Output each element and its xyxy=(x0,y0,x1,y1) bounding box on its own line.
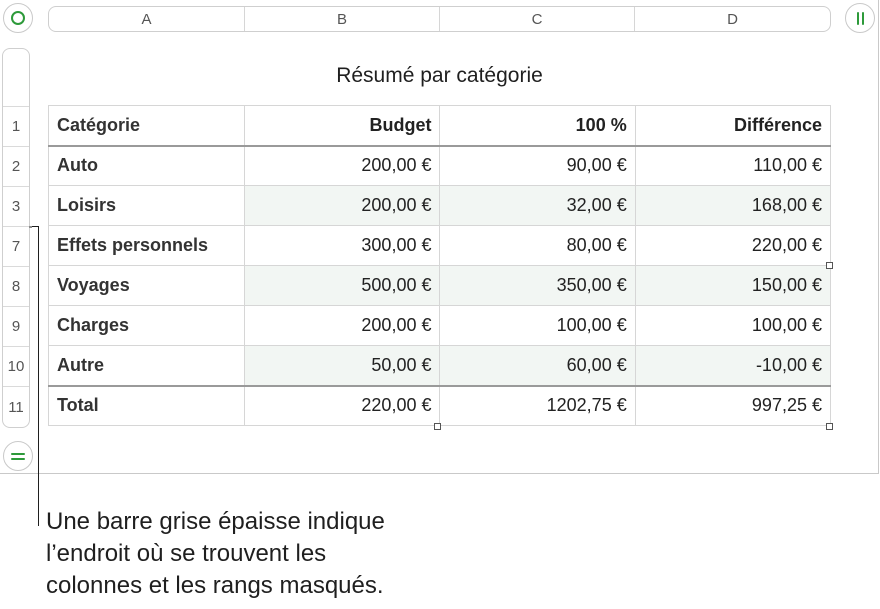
callout-text xyxy=(46,506,506,602)
column-handle-bars-icon xyxy=(857,12,864,25)
table-row xyxy=(49,266,831,306)
table-row xyxy=(49,226,831,266)
table-row xyxy=(49,306,831,346)
row-header-bar xyxy=(2,48,30,428)
footer-row xyxy=(49,386,831,426)
table-cell[interactable]: 32,00 € xyxy=(440,186,635,226)
table-cell[interactable]: 100,00 € xyxy=(440,306,635,346)
row-handle-bars-icon xyxy=(11,453,25,460)
table-cell[interactable]: 300,00 € xyxy=(245,226,440,266)
column-header-b[interactable]: B xyxy=(245,7,440,31)
callout-line-2: l’endroit où se trouvent les xyxy=(46,540,327,567)
table-cell[interactable]: Charges xyxy=(49,306,245,346)
table-cell[interactable]: Effets personnels xyxy=(49,226,245,266)
table-cell[interactable]: 100,00 € xyxy=(635,306,830,346)
resize-handle-right[interactable] xyxy=(826,262,833,269)
row-header-3[interactable]: 3 xyxy=(3,186,29,226)
table-cell[interactable]: 168,00 € xyxy=(635,186,830,226)
table-cell[interactable]: 60,00 € xyxy=(440,346,635,386)
header-cell-difference[interactable]: Différence xyxy=(635,106,830,146)
table-cell[interactable]: 90,00 € xyxy=(440,146,635,186)
header-cell-category[interactable]: Catégorie xyxy=(49,106,245,146)
add-column-handle-button[interactable] xyxy=(845,3,875,33)
header-row xyxy=(49,106,831,146)
table-cell[interactable]: 500,00 € xyxy=(245,266,440,306)
table-cell[interactable]: 200,00 € xyxy=(245,306,440,346)
add-row-handle-button[interactable] xyxy=(3,441,33,471)
table-row xyxy=(49,186,831,226)
table-cell[interactable]: 200,00 € xyxy=(245,146,440,186)
column-header-c[interactable]: C xyxy=(440,7,635,31)
table-cell[interactable]: 50,00 € xyxy=(245,346,440,386)
table-cell[interactable]: 350,00 € xyxy=(440,266,635,306)
row-header-8[interactable]: 8 xyxy=(3,266,29,306)
footer-cell-total-label[interactable]: Total xyxy=(49,386,245,426)
column-header-d[interactable]: D xyxy=(727,10,738,28)
select-all-circle-icon xyxy=(11,11,25,25)
table-cell[interactable]: Loisirs xyxy=(49,186,245,226)
footer-cell-difference-total[interactable]: 997,25 € xyxy=(635,386,830,426)
table-cell[interactable]: 150,00 € xyxy=(635,266,830,306)
row-header-9[interactable]: 9 xyxy=(3,306,29,346)
row-header-2[interactable]: 2 xyxy=(3,146,29,186)
column-header-bar xyxy=(48,6,831,32)
footer-cell-100-percent-total[interactable]: 1202,75 € xyxy=(440,386,635,426)
header-cell-100-percent[interactable]: 100 % xyxy=(440,106,635,146)
header-cell-budget[interactable]: Budget xyxy=(245,106,440,146)
callout-line-3: colonnes et les rangs masqués. xyxy=(46,572,384,599)
row-header-10[interactable]: 10 xyxy=(3,346,29,386)
table-cell[interactable]: 220,00 € xyxy=(635,226,830,266)
table-cell[interactable]: Auto xyxy=(49,146,245,186)
table-cell[interactable]: 200,00 € xyxy=(245,186,440,226)
row-header-11[interactable]: 11 xyxy=(3,386,29,428)
resize-handle-corner[interactable] xyxy=(826,423,833,430)
callout-line-1: Une barre grise épaisse indique xyxy=(46,508,385,535)
select-all-button[interactable] xyxy=(3,3,33,33)
table-cell[interactable]: -10,00 € xyxy=(635,346,830,386)
column-header-a[interactable]: A xyxy=(49,7,245,31)
table-cell[interactable]: 80,00 € xyxy=(440,226,635,266)
footer-cell-budget-total[interactable]: 220,00 € xyxy=(245,386,440,426)
table-cell[interactable]: Autre xyxy=(49,346,245,386)
callout-line xyxy=(38,226,39,526)
table-cell[interactable]: 110,00 € xyxy=(635,146,830,186)
table-title: Résumé par catégorie xyxy=(336,64,543,87)
resize-handle-bottom[interactable] xyxy=(434,423,441,430)
row-header-1[interactable]: 1 xyxy=(3,106,29,146)
table-row xyxy=(49,146,831,186)
data-table xyxy=(48,105,831,426)
table-row xyxy=(49,346,831,386)
row-header-7[interactable]: 7 xyxy=(3,226,29,266)
table-cell[interactable]: Voyages xyxy=(49,266,245,306)
